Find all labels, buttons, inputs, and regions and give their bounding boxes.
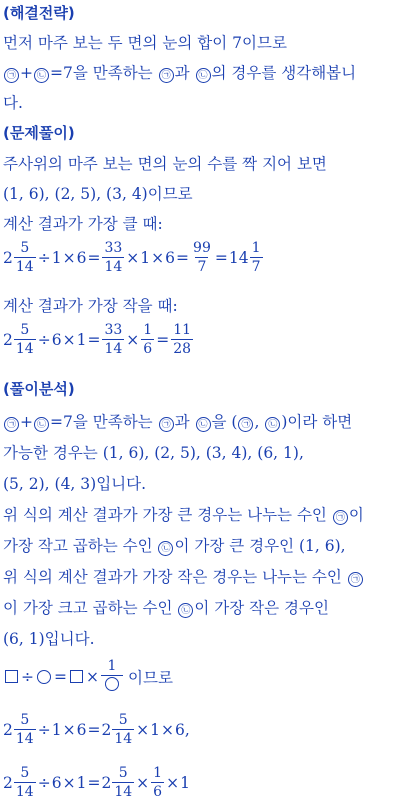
fraction: $\frac{5}{14}$: [15, 765, 34, 800]
strategy-line-2: [3, 61, 356, 83]
analysis-line-2: 가능한 경우는 (1, 6), (2, 5), (3, 4), (6, 1),: [3, 444, 304, 462]
fraction: $\frac{5}{14}$: [15, 712, 34, 747]
analysis-line-4: 위 식의 계산 결과가 가장 큰 경우는 나누는 수인 ㉠ 이: [3, 506, 364, 524]
circle-giyeok-icon: ㉠: [333, 510, 348, 525]
fraction: $\frac{5}{14}$: [114, 712, 133, 747]
max-label: 계산 결과가 가장 클 때:: [3, 215, 163, 233]
whole-part: 2: [3, 248, 13, 267]
circle-nieun-icon: ㉡: [196, 417, 211, 432]
circle-giyeok-icon: ㉠: [4, 417, 19, 432]
text: 이므로: [128, 668, 173, 687]
min-label: 계산 결과가 가장 작을 때:: [3, 297, 178, 315]
fraction: $\frac{1}{6}$: [153, 765, 163, 800]
min-equation: 2 $\frac{5}{14}$ ÷ 6 × 1 = $\frac{33}{14}$ × $\frac{1}{6}$ = $\frac{11}{28}$: [3, 322, 192, 357]
rule-equation: ÷ = × 1 이므로: [3, 658, 173, 695]
solution-line-2: (1, 6), (2, 5), (3, 4)이므로: [3, 185, 193, 203]
max-equation: 2 $\frac{5}{14}$ ÷ 1 × 6 = $\frac{33}{14}$ × 1 × 6 = $\frac{99}{7}$ = 14 $\frac{1}{7}$: [3, 240, 261, 275]
plus-sign: +: [20, 64, 33, 82]
circle-nieun-icon: ㉡: [34, 68, 49, 83]
strategy-line-3: 다.: [3, 94, 23, 112]
text: =7을 만족하는: [50, 64, 153, 82]
rewrite-max-equation: 2 $\frac{5}{14}$ ÷ 1 × 6 = 2 $\frac{5}{14}$ × 1 × 6 ,: [3, 712, 190, 747]
analysis-line-7: 이 가장 크고 곱하는 수인 ㉡ 이 가장 작은 경우인: [3, 599, 329, 617]
square-box-icon: [5, 670, 18, 683]
circle-nieun-icon: ㉡: [178, 603, 193, 618]
circle-nieun-icon: ㉡: [196, 68, 211, 83]
fraction: $\frac{33}{14}$: [104, 322, 123, 357]
whole-part: 14: [228, 248, 249, 267]
circle-blank-icon: [105, 677, 119, 691]
fraction: 1: [101, 658, 123, 695]
solution-line-1: 주사위의 마주 보는 면의 눈의 수를 짝 지어 보면: [3, 155, 327, 173]
analysis-line-6: 위 식의 계산 결과가 가장 작은 경우는 나누는 수인 ㉠: [3, 565, 364, 587]
fraction: $\frac{1}{6}$: [143, 322, 153, 357]
strategy-heading: (해결전략): [3, 4, 75, 22]
rewrite-min-equation: 2 $\frac{5}{14}$ ÷ 6 × 1 = 2 $\frac{5}{14}$ × $\frac{1}{6}$ × 1: [3, 765, 190, 800]
fraction: $\frac{5}{14}$: [114, 765, 133, 800]
text: 의 경우를 생각해봅니: [211, 64, 357, 82]
circle-nieun-icon: ㉡: [34, 417, 49, 432]
analysis-line-3: (5, 2), (4, 3)입니다.: [3, 475, 147, 493]
strategy-line-1: 먼저 마주 보는 두 면의 눈의 합이 7이므로: [3, 34, 287, 52]
analysis-heading: (풀이분석): [3, 380, 75, 398]
circle-giyeok-icon: ㉠: [159, 68, 174, 83]
analysis-line-1: ㉠ + ㉡ =7을 만족하는 ㉠ 과 ㉡ 을 ( ㉠ , ㉡ )이라 하면: [3, 410, 352, 432]
circle-giyeok-icon: ㉠: [159, 417, 174, 432]
circle-nieun-icon: ㉡: [265, 417, 280, 432]
circle-giyeok-icon: ㉠: [4, 68, 19, 83]
divide-sign: ÷: [37, 248, 51, 267]
circle-blank-icon: [37, 670, 51, 684]
text: 과: [174, 64, 190, 82]
fraction: $\frac{99}{7}$: [193, 240, 211, 275]
fraction: $\frac{5}{14}$: [15, 322, 34, 357]
analysis-line-8: (6, 1)입니다.: [3, 630, 95, 648]
fraction: $\frac{11}{28}$: [173, 322, 192, 357]
fraction: $\frac{5}{14}$: [15, 240, 34, 275]
circle-nieun-icon: ㉡: [158, 541, 173, 556]
fraction: $\frac{33}{14}$: [104, 240, 123, 275]
circle-giyeok-icon: ㉠: [238, 417, 253, 432]
square-box-icon: [70, 670, 83, 683]
analysis-line-5: 가장 작고 곱하는 수인 ㉡ 이 가장 큰 경우인 (1, 6),: [3, 537, 346, 555]
solution-heading: (문제풀이): [3, 124, 75, 142]
circle-giyeok-icon: ㉠: [348, 572, 363, 587]
fraction: $\frac{1}{7}$: [251, 240, 261, 275]
